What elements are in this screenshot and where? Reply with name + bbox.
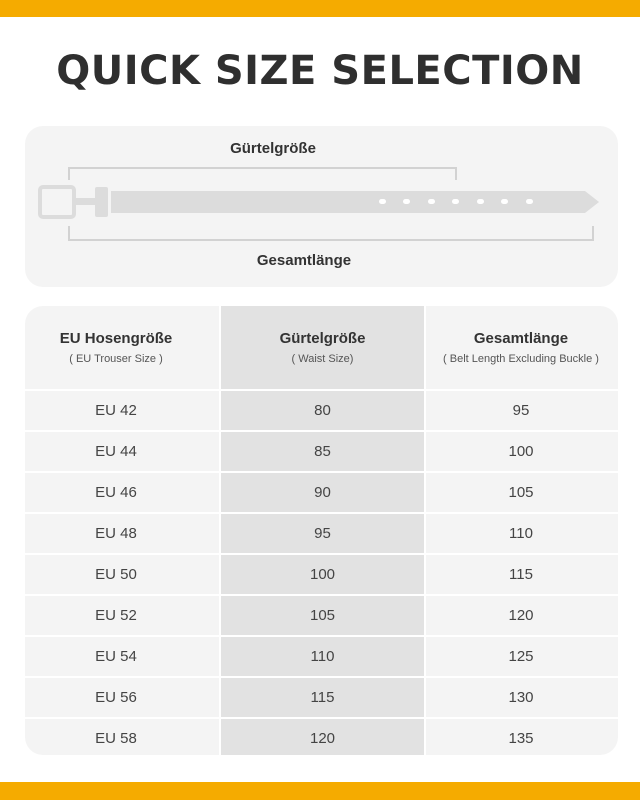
waist-size-cell: 115 bbox=[310, 689, 335, 706]
belt-diagram-card bbox=[25, 126, 618, 287]
header-sub: ( Waist Size) bbox=[291, 353, 354, 365]
total-length-cell: 135 bbox=[508, 730, 534, 747]
eu-size-cell: EU 52 bbox=[95, 607, 137, 624]
eu-size-cell: EU 54 bbox=[95, 648, 137, 665]
eu-size-cell: EU 42 bbox=[95, 402, 137, 419]
header-waist-size bbox=[221, 306, 424, 389]
total-length-label: Gesamtlänge bbox=[256, 252, 352, 269]
top-accent-bar bbox=[0, 0, 640, 17]
table-row bbox=[25, 594, 618, 635]
waist-size-cell: 80 bbox=[314, 402, 331, 419]
waist-size-cell: 90 bbox=[314, 484, 331, 501]
waist-size-bracket bbox=[69, 168, 456, 180]
bottom-accent-bar bbox=[0, 782, 640, 800]
total-length-cell: 95 bbox=[512, 402, 530, 419]
total-length-cell: 120 bbox=[508, 607, 534, 624]
waist-size-label: Gürtelgröße bbox=[230, 140, 316, 157]
waist-size-cell: 105 bbox=[309, 607, 336, 624]
table-header bbox=[25, 306, 618, 389]
table-row bbox=[25, 717, 618, 755]
total-length-cell: 100 bbox=[508, 443, 534, 460]
waist-size-cell: 100 bbox=[309, 566, 336, 583]
total-length-cell: 130 bbox=[508, 689, 534, 706]
eu-size-cell: EU 58 bbox=[95, 730, 137, 747]
table-row bbox=[25, 430, 618, 471]
table-row bbox=[25, 676, 618, 717]
eu-size-cell: EU 48 bbox=[95, 525, 137, 542]
header-main: Gesamtlänge bbox=[473, 330, 569, 347]
waist-size-cell: 110 bbox=[310, 648, 335, 665]
header-eu-size bbox=[25, 306, 207, 389]
eu-size-cell: EU 44 bbox=[95, 443, 137, 460]
eu-size-cell: EU 56 bbox=[95, 689, 137, 706]
header-total-length bbox=[424, 306, 618, 389]
total-length-cell: 115 bbox=[509, 566, 533, 583]
table-row bbox=[25, 512, 618, 553]
total-length-cell: 125 bbox=[508, 648, 534, 665]
total-length-bracket bbox=[69, 226, 593, 240]
waist-size-cell: 85 bbox=[314, 443, 331, 460]
eu-size-cell: EU 46 bbox=[95, 484, 137, 501]
header-main: Gürtelgröße bbox=[279, 330, 366, 347]
size-table bbox=[25, 306, 618, 755]
table-row bbox=[25, 389, 618, 430]
table-row bbox=[25, 553, 618, 594]
header-main: EU Hosengröße bbox=[59, 330, 173, 347]
waist-size-cell: 120 bbox=[309, 730, 336, 747]
total-length-cell: 110 bbox=[509, 525, 533, 542]
total-length-cell: 105 bbox=[508, 484, 534, 501]
buckle-prong-icon bbox=[72, 198, 97, 205]
table-row bbox=[25, 635, 618, 676]
waist-size-cell: 95 bbox=[314, 525, 331, 542]
header-sub: ( EU Trouser Size ) bbox=[69, 353, 163, 365]
belt-buckle-icon bbox=[40, 187, 74, 217]
column-divider bbox=[424, 306, 426, 755]
belt-strap-icon bbox=[111, 191, 599, 213]
table-row bbox=[25, 471, 618, 512]
page-title: QUICK SIZE SELECTION bbox=[56, 48, 584, 94]
eu-size-cell: EU 50 bbox=[95, 566, 137, 583]
header-sub: ( Belt Length Excluding Buckle ) bbox=[443, 353, 599, 365]
column-divider bbox=[219, 306, 221, 755]
